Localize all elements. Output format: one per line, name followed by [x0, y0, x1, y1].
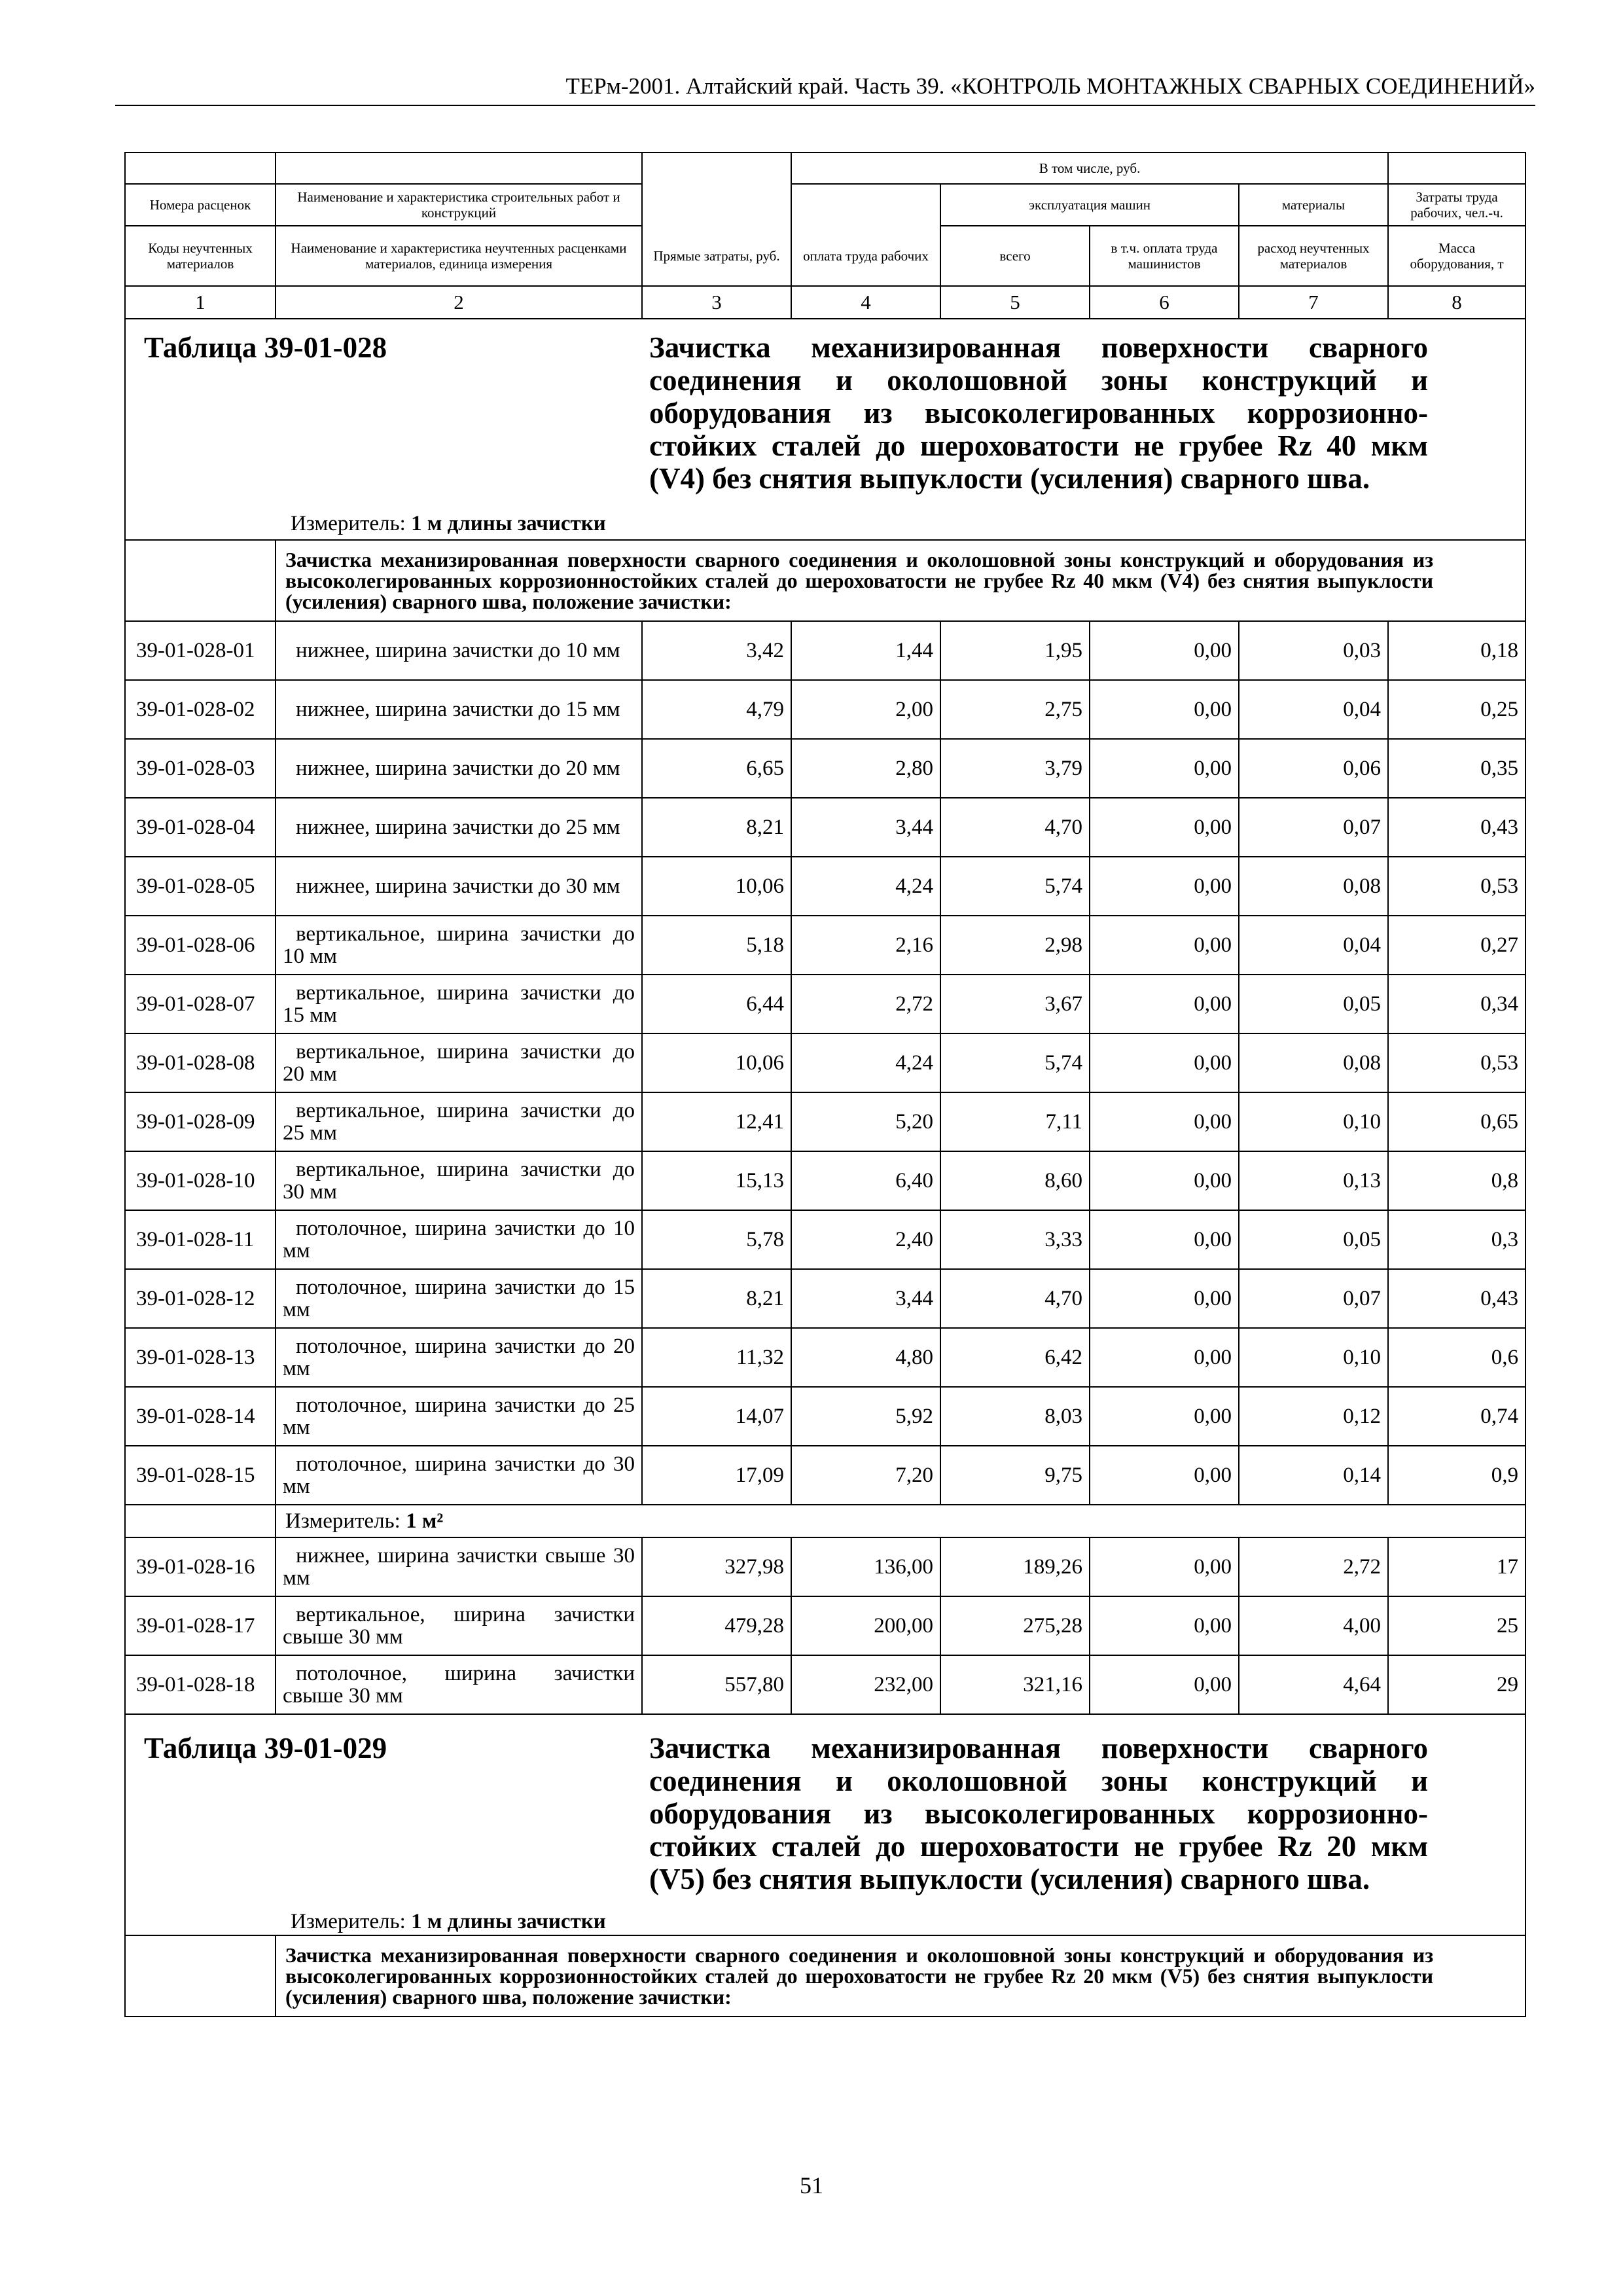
rate-code: 39-01-028-08 [125, 1033, 276, 1092]
labor-hours: 0,43 [1388, 1269, 1525, 1328]
work-name: вертикальное, ширина зачистки до 20 мм [276, 1033, 642, 1092]
table-row [125, 1655, 1525, 1714]
rate-code: 39-01-028-14 [125, 1387, 276, 1446]
work-name: потолочное, ширина зачистки до 30 мм [276, 1446, 642, 1505]
col-num: 5 [940, 286, 1090, 319]
wage-cost: 7,20 [791, 1446, 940, 1505]
table-row [125, 1446, 1525, 1505]
direct-cost: 10,06 [642, 1033, 791, 1092]
machines-cost: 3,67 [940, 975, 1090, 1033]
header-row-3 [125, 226, 1525, 286]
labor-hours: 0,74 [1388, 1387, 1525, 1446]
wage-cost: 3,44 [791, 1269, 940, 1328]
work-name: потолочное, ширина зачистки до 25 мм [276, 1387, 642, 1446]
header-materials: материалы [1239, 184, 1388, 226]
header-unacc: расход неучтенных материалов [1239, 226, 1388, 286]
table-row [125, 916, 1525, 975]
direct-cost: 5,78 [642, 1210, 791, 1269]
col-num: 2 [276, 286, 642, 319]
meter-label: Измеритель: [291, 512, 406, 535]
table-row [125, 1596, 1525, 1655]
materials-cost: 0,08 [1239, 1033, 1388, 1092]
header-wage: оплата труда рабочих [791, 226, 940, 286]
table-row [125, 1151, 1525, 1210]
machines-cost: 3,33 [940, 1210, 1090, 1269]
wage-cost: 2,00 [791, 680, 940, 739]
wage-cost: 6,40 [791, 1151, 940, 1210]
labor-hours: 0,25 [1388, 680, 1525, 739]
header-labor: Затраты труда рабочих, чел.-ч. [1388, 184, 1525, 226]
table1-title: Зачистка механизированная поверхности сварного соединения и околошовной зоны конструкций и оборудования из высоколегированных коррозионно-стойких сталей до шероховатости не грубее Rz 40 мкм (V4) без снятия выпуклости (усиления) сварного шва. [649, 331, 1428, 495]
labor-hours: 0,9 [1388, 1446, 1525, 1505]
machines-cost: 5,74 [940, 857, 1090, 916]
labor-hours: 29 [1388, 1655, 1525, 1714]
col-num: 4 [791, 286, 940, 319]
header-rule [115, 105, 1535, 106]
machinist-wage: 0,00 [1090, 1210, 1239, 1269]
wage-cost: 232,00 [791, 1655, 940, 1714]
materials-cost: 0,07 [1239, 798, 1388, 857]
labor-hours: 25 [1388, 1596, 1525, 1655]
rate-code: 39-01-028-09 [125, 1092, 276, 1151]
table-row [125, 680, 1525, 739]
materials-cost: 0,10 [1239, 1328, 1388, 1387]
table-row [125, 857, 1525, 916]
col-num: 6 [1090, 286, 1239, 319]
direct-cost: 17,09 [642, 1446, 791, 1505]
materials-cost: 2,72 [1239, 1537, 1388, 1596]
machinist-wage: 0,00 [1090, 739, 1239, 798]
table1-desc-row [125, 540, 1525, 621]
table2-meter [291, 1910, 606, 1934]
table2-description: Зачистка механизированная поверхности сварного соединения и околошовной зоны конструкций и оборудования из высоколегированных коррозионностойких сталей до шероховатости не грубее Rz 20 мкм (V5) без снятия выпуклости (усиления) сварного шва, положение зачистки: [285, 1943, 1434, 2009]
meter-label: Измеритель: [291, 1910, 406, 1933]
materials-cost: 0,06 [1239, 739, 1388, 798]
machines-cost: 8,60 [940, 1151, 1090, 1210]
machinist-wage: 0,00 [1090, 1596, 1239, 1655]
machinist-wage: 0,00 [1090, 1269, 1239, 1328]
machines-cost: 9,75 [940, 1446, 1090, 1505]
table-row [125, 1537, 1525, 1596]
wage-cost: 136,00 [791, 1537, 940, 1596]
column-numbers-row [125, 286, 1525, 319]
direct-cost: 14,07 [642, 1387, 791, 1446]
header-name: Наименование и характеристика строительных работ и конструкций [276, 184, 642, 226]
labor-hours: 0,43 [1388, 798, 1525, 857]
wage-cost: 1,44 [791, 621, 940, 680]
table-row [125, 1269, 1525, 1328]
table-row [125, 1033, 1525, 1092]
materials-cost: 0,07 [1239, 1269, 1388, 1328]
meter-value: 1 м длины зачистки [411, 1910, 606, 1933]
work-name: нижнее, ширина зачистки до 20 мм [276, 739, 642, 798]
header-name-2: Наименование и характеристика неучтенных расценками материалов, единица измерения [276, 226, 642, 286]
table2-title-row [125, 1714, 1525, 1935]
direct-cost: 3,42 [642, 621, 791, 680]
header-mach-wage: в т.ч. оплата труда машинистов [1090, 226, 1239, 286]
direct-cost: 6,44 [642, 975, 791, 1033]
meter-label: Измеритель: [285, 1509, 401, 1533]
materials-cost: 0,05 [1239, 1210, 1388, 1269]
table-row [125, 1092, 1525, 1151]
machines-cost: 8,03 [940, 1387, 1090, 1446]
rate-code: 39-01-028-10 [125, 1151, 276, 1210]
header-machines: эксплуатация машин [940, 184, 1239, 226]
rate-code: 39-01-028-17 [125, 1596, 276, 1655]
table-row [125, 975, 1525, 1033]
table2-label: Таблица 39-01-029 [144, 1732, 387, 1765]
machines-cost: 321,16 [940, 1655, 1090, 1714]
materials-cost: 0,04 [1239, 916, 1388, 975]
rate-code: 39-01-028-16 [125, 1537, 276, 1596]
labor-hours: 0,3 [1388, 1210, 1525, 1269]
table-row [125, 1210, 1525, 1269]
wage-cost: 2,72 [791, 975, 940, 1033]
direct-cost: 5,18 [642, 916, 791, 975]
header-codes-2: Коды неучтенных материалов [125, 226, 276, 286]
header-codes: Номера расценок [125, 184, 276, 226]
labor-hours: 17 [1388, 1537, 1525, 1596]
labor-hours: 0,53 [1388, 1033, 1525, 1092]
table2-desc-row [125, 1935, 1525, 2017]
rate-code: 39-01-028-11 [125, 1210, 276, 1269]
wage-cost: 5,20 [791, 1092, 940, 1151]
running-header: ТЕРм-2001. Алтайский край. Часть 39. «КОНТРОЛЬ МОНТАЖНЫХ СВАРНЫХ СОЕДИНЕНИЙ» [565, 73, 1535, 99]
machines-cost: 7,11 [940, 1092, 1090, 1151]
machines-cost: 1,95 [940, 621, 1090, 680]
materials-cost: 0,12 [1239, 1387, 1388, 1446]
wage-cost: 3,44 [791, 798, 940, 857]
wage-cost: 200,00 [791, 1596, 940, 1655]
direct-cost: 6,65 [642, 739, 791, 798]
rate-code: 39-01-028-15 [125, 1446, 276, 1505]
machines-cost: 4,70 [940, 1269, 1090, 1328]
header-mass: Масса оборудования, т [1388, 226, 1525, 286]
rate-code: 39-01-028-04 [125, 798, 276, 857]
col-num: 3 [642, 286, 791, 319]
table1-title-row [125, 319, 1525, 540]
wage-cost: 5,92 [791, 1387, 940, 1446]
materials-cost: 0,13 [1239, 1151, 1388, 1210]
machinist-wage: 0,00 [1090, 680, 1239, 739]
col-num: 8 [1388, 286, 1525, 319]
work-name: нижнее, ширина зачистки до 30 мм [276, 857, 642, 916]
meter2-row [125, 1505, 1525, 1537]
table-row [125, 621, 1525, 680]
direct-cost: 479,28 [642, 1596, 791, 1655]
header-total: всего [940, 226, 1090, 286]
direct-cost: 327,98 [642, 1537, 791, 1596]
table1-description: Зачистка механизированная поверхности сварного соединения и околошовной зоны конструкций и оборудования из высоколегированных коррозионностойких сталей до шероховатости не грубее Rz 40 мкм (V4) без снятия выпуклости (усиления) сварного шва, положение зачистки: [285, 548, 1434, 613]
machinist-wage: 0,00 [1090, 1092, 1239, 1151]
header-incl: В том числе, руб. [791, 152, 1388, 184]
work-name: потолочное, ширина зачистки до 15 мм [276, 1269, 642, 1328]
rate-code: 39-01-028-18 [125, 1655, 276, 1714]
wage-cost: 4,80 [791, 1328, 940, 1387]
machinist-wage: 0,00 [1090, 916, 1239, 975]
rate-code: 39-01-028-07 [125, 975, 276, 1033]
labor-hours: 0,53 [1388, 857, 1525, 916]
machines-cost: 275,28 [940, 1596, 1090, 1655]
machinist-wage: 0,00 [1090, 798, 1239, 857]
price-table [124, 152, 1526, 2017]
materials-cost: 0,04 [1239, 680, 1388, 739]
direct-cost: 12,41 [642, 1092, 791, 1151]
rate-code: 39-01-028-12 [125, 1269, 276, 1328]
labor-hours: 0,65 [1388, 1092, 1525, 1151]
rate-code: 39-01-028-13 [125, 1328, 276, 1387]
materials-cost: 0,08 [1239, 857, 1388, 916]
labor-hours: 0,34 [1388, 975, 1525, 1033]
labor-hours: 0,6 [1388, 1328, 1525, 1387]
table-row [125, 1328, 1525, 1387]
wage-cost: 4,24 [791, 857, 940, 916]
rate-code: 39-01-028-05 [125, 857, 276, 916]
machines-cost: 3,79 [940, 739, 1090, 798]
wage-cost: 2,80 [791, 739, 940, 798]
work-name: потолочное, ширина зачистки до 20 мм [276, 1328, 642, 1387]
table2-title: Зачистка механизированная поверхности сварного соединения и околошовной зоны конструкций и оборудования из высоколегированных коррозионно-стойких сталей до шероховатости не грубее Rz 20 мкм (V5) без снятия выпуклости (усиления) сварного шва. [649, 1732, 1428, 1895]
machinist-wage: 0,00 [1090, 1537, 1239, 1596]
work-name: вертикальное, ширина зачистки свыше 30 мм [276, 1596, 642, 1655]
table-row [125, 1387, 1525, 1446]
page-number: 51 [800, 2172, 823, 2198]
labor-hours: 0,35 [1388, 739, 1525, 798]
rate-code: 39-01-028-03 [125, 739, 276, 798]
work-name: потолочное, ширина зачистки свыше 30 мм [276, 1655, 642, 1714]
direct-cost: 15,13 [642, 1151, 791, 1210]
machinist-wage: 0,00 [1090, 975, 1239, 1033]
machines-cost: 6,42 [940, 1328, 1090, 1387]
materials-cost: 0,03 [1239, 621, 1388, 680]
work-name: нижнее, ширина зачистки свыше 30 мм [276, 1537, 642, 1596]
meter-value: 1 м длины зачистки [411, 512, 606, 535]
rate-code: 39-01-028-02 [125, 680, 276, 739]
direct-cost: 8,21 [642, 798, 791, 857]
machines-cost: 2,75 [940, 680, 1090, 739]
rate-code: 39-01-028-01 [125, 621, 276, 680]
table-row [125, 798, 1525, 857]
col-num: 1 [125, 286, 276, 319]
materials-cost: 4,64 [1239, 1655, 1388, 1714]
table1-meter-2 [276, 1505, 1525, 1537]
machinist-wage: 0,00 [1090, 1446, 1239, 1505]
work-name: нижнее, ширина зачистки до 15 мм [276, 680, 642, 739]
work-name: потолочное, ширина зачистки до 10 мм [276, 1210, 642, 1269]
machines-cost: 2,98 [940, 916, 1090, 975]
machinist-wage: 0,00 [1090, 857, 1239, 916]
table1-meter [291, 512, 606, 536]
work-name: вертикальное, ширина зачистки до 30 мм [276, 1151, 642, 1210]
direct-cost: 8,21 [642, 1269, 791, 1328]
machinist-wage: 0,00 [1090, 621, 1239, 680]
work-name: вертикальное, ширина зачистки до 10 мм [276, 916, 642, 975]
direct-cost: 10,06 [642, 857, 791, 916]
machinist-wage: 0,00 [1090, 1328, 1239, 1387]
work-name: нижнее, ширина зачистки до 25 мм [276, 798, 642, 857]
meter-value: 1 м² [406, 1509, 444, 1533]
labor-hours: 0,18 [1388, 621, 1525, 680]
header-row-2 [125, 184, 1525, 226]
machinist-wage: 0,00 [1090, 1151, 1239, 1210]
work-name: нижнее, ширина зачистки до 10 мм [276, 621, 642, 680]
work-name: вертикальное, ширина зачистки до 25 мм [276, 1092, 642, 1151]
machines-cost: 189,26 [940, 1537, 1090, 1596]
wage-cost: 4,24 [791, 1033, 940, 1092]
work-name: вертикальное, ширина зачистки до 15 мм [276, 975, 642, 1033]
header-direct: Прямые затраты, руб. [642, 226, 791, 286]
header-row-1 [125, 152, 1525, 184]
machines-cost: 5,74 [940, 1033, 1090, 1092]
col-num: 7 [1239, 286, 1388, 319]
materials-cost: 0,10 [1239, 1092, 1388, 1151]
machinist-wage: 0,00 [1090, 1655, 1239, 1714]
table-row [125, 739, 1525, 798]
machinist-wage: 0,00 [1090, 1387, 1239, 1446]
machines-cost: 4,70 [940, 798, 1090, 857]
materials-cost: 0,14 [1239, 1446, 1388, 1505]
labor-hours: 0,8 [1388, 1151, 1525, 1210]
table1-label: Таблица 39-01-028 [144, 331, 387, 364]
machinist-wage: 0,00 [1090, 1033, 1239, 1092]
direct-cost: 4,79 [642, 680, 791, 739]
materials-cost: 4,00 [1239, 1596, 1388, 1655]
labor-hours: 0,27 [1388, 916, 1525, 975]
direct-cost: 557,80 [642, 1655, 791, 1714]
wage-cost: 2,16 [791, 916, 940, 975]
rate-code: 39-01-028-06 [125, 916, 276, 975]
direct-cost: 11,32 [642, 1328, 791, 1387]
materials-cost: 0,05 [1239, 975, 1388, 1033]
wage-cost: 2,40 [791, 1210, 940, 1269]
